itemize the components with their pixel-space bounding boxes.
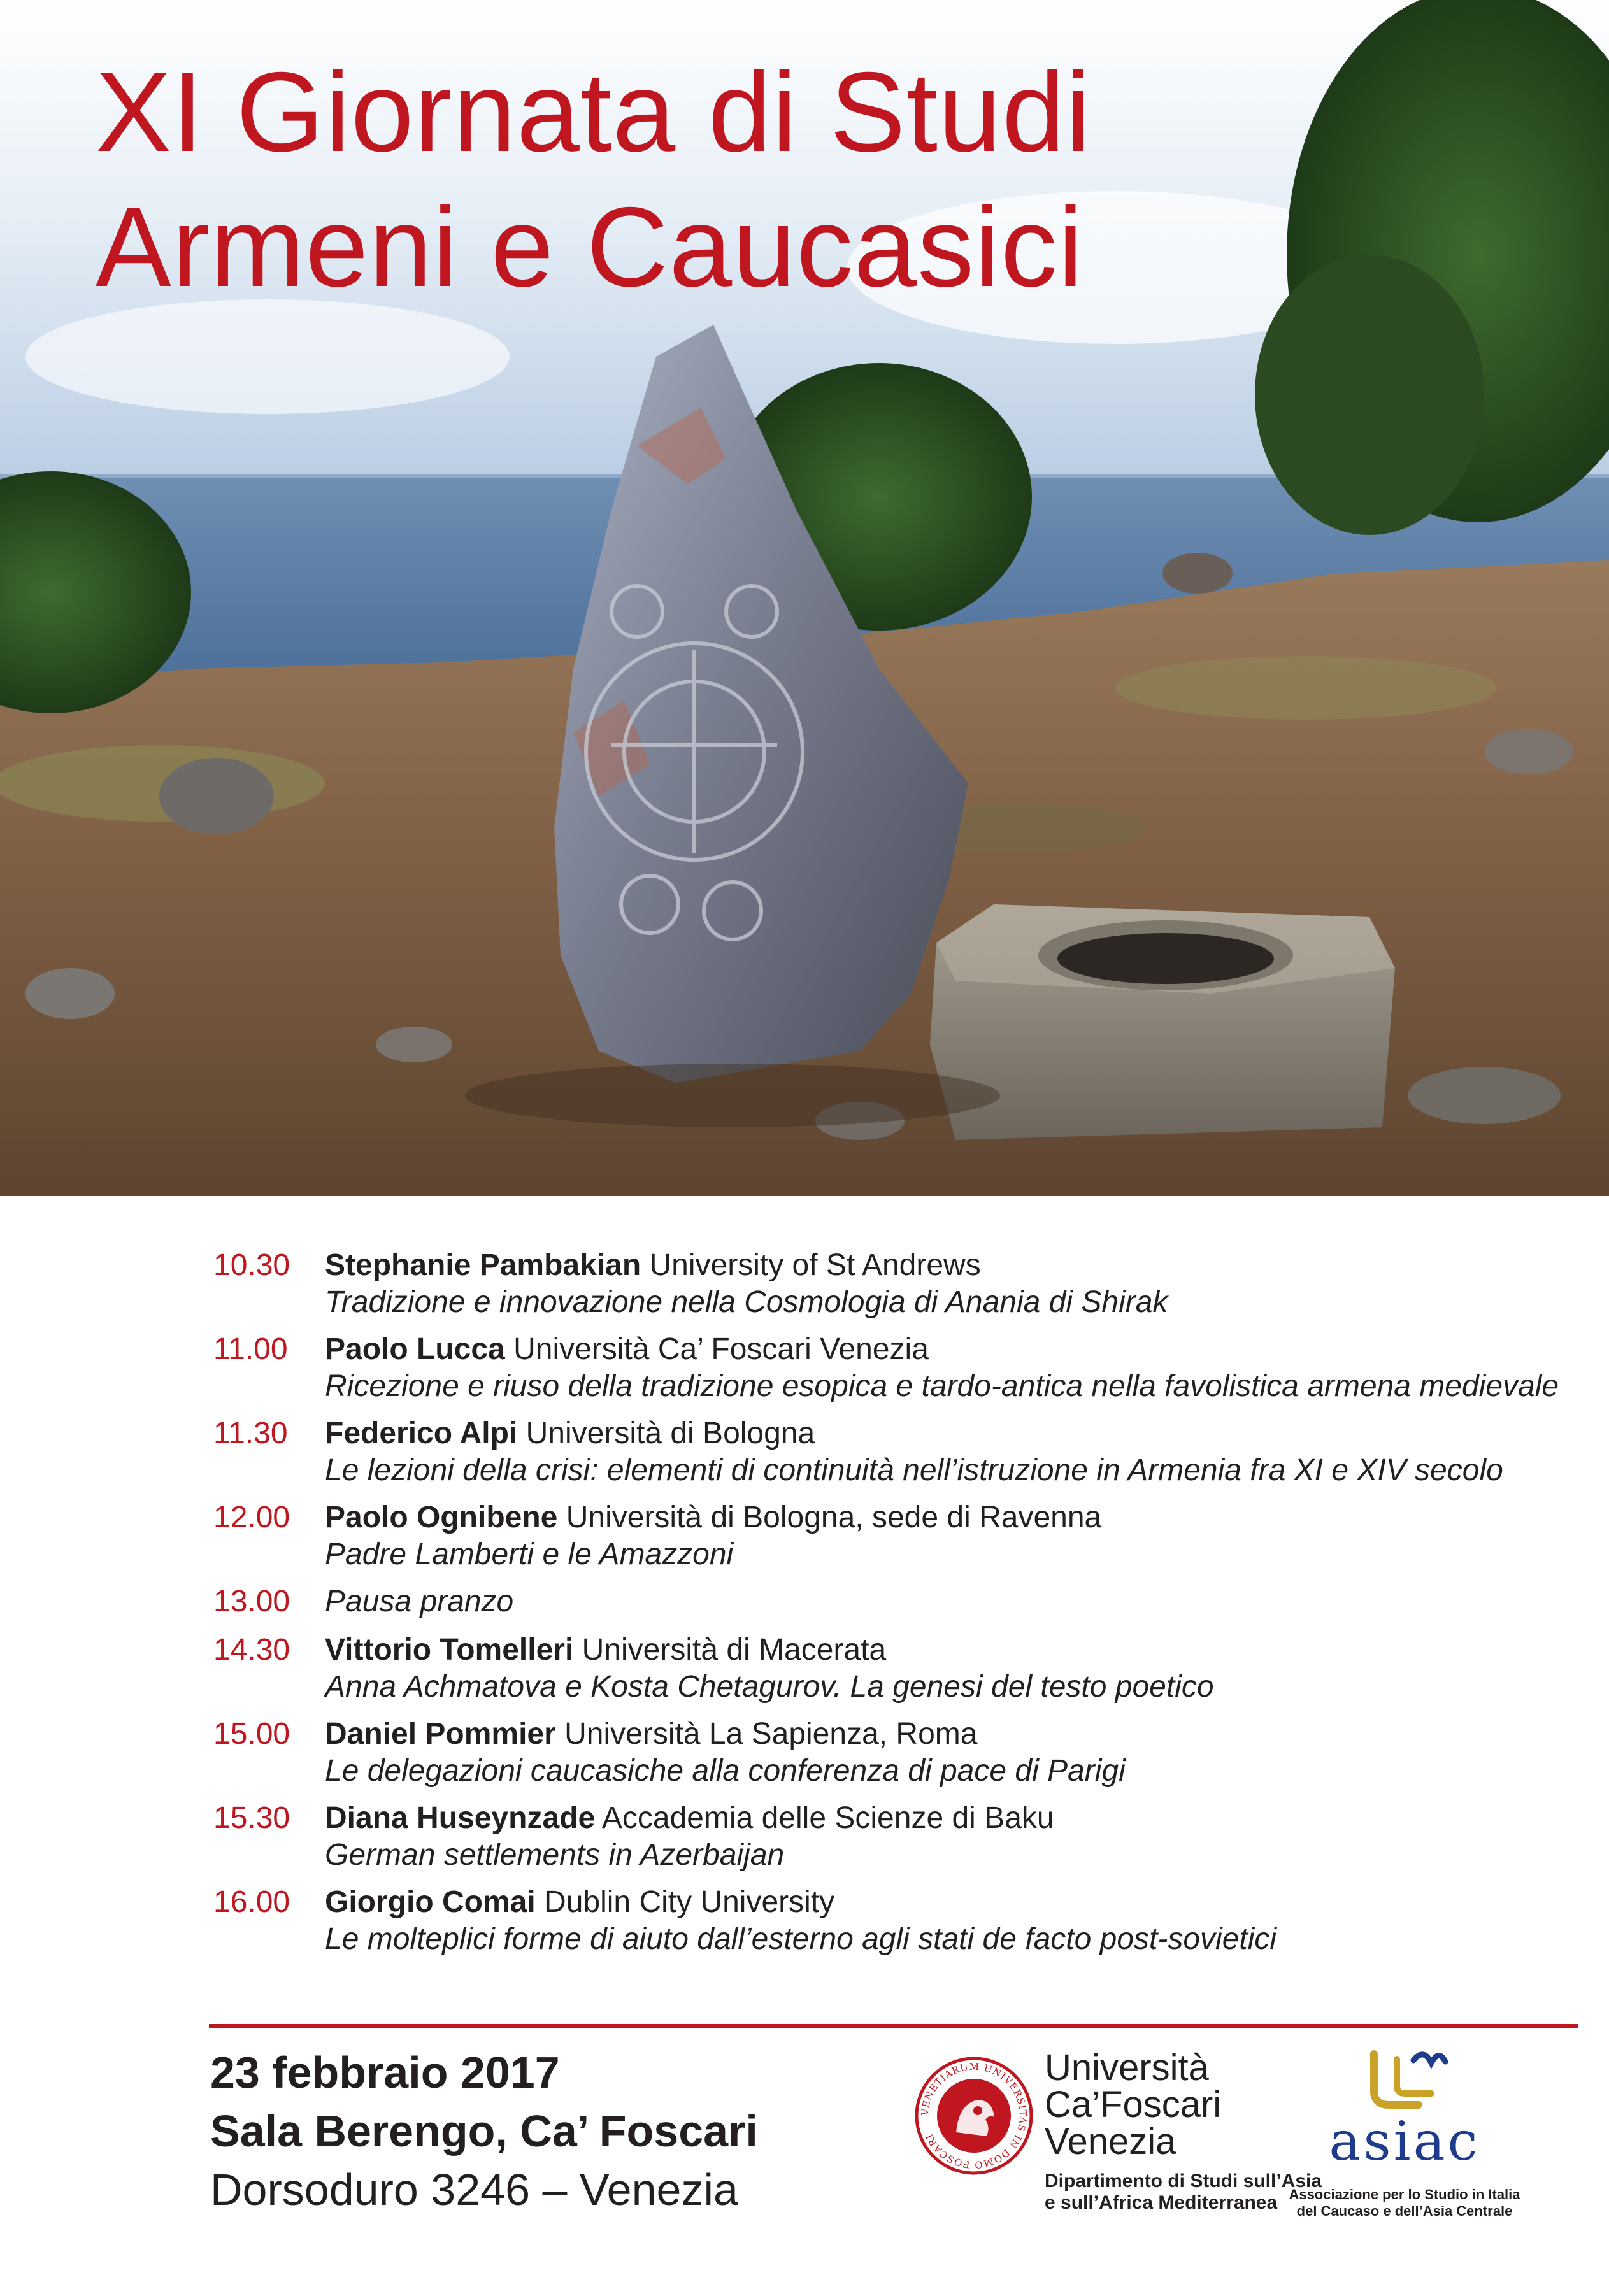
session-1500 (213, 1716, 1583, 1800)
session-1100 (213, 1331, 1583, 1415)
speaker-affiliation: University of St Andrews (649, 1248, 981, 1282)
session-time: 13.00 (213, 1585, 290, 1618)
session-time: 14.30 (213, 1633, 290, 1667)
seal-text: VENETIARUM UNIVERSITAS IN DOMO FOSCARI (919, 2060, 1029, 2171)
talk-title: Le lezioni della crisi: elementi di continuità nell’istruzione in Armenia fra XI e XIV secolo (325, 1453, 1503, 1487)
session-1130 (213, 1415, 1583, 1499)
speaker-name: Federico Alpi (325, 1416, 518, 1450)
asiac-emblem-icon (1360, 2041, 1449, 2114)
speaker-affiliation: Dublin City University (544, 1885, 835, 1919)
unive-name-line: Università (1045, 2047, 1209, 2088)
speaker-name: Stephanie Pambakian (325, 1248, 641, 1282)
programme-list (213, 1247, 1583, 1968)
session-1200 (213, 1499, 1583, 1583)
session-time: 11.00 (213, 1332, 288, 1366)
dept-line: Dipartimento di Studi sull’Asia (1045, 2171, 1322, 2192)
talk-title: Tradizione e innovazione nella Cosmologia di Anania di Shirak (325, 1285, 1168, 1319)
talk-title: Anna Achmatova e Kosta Chetagurov. La genesi del testo poetico (325, 1670, 1214, 1704)
title-line-2: Armeni e Caucasici (96, 183, 1084, 310)
speaker-name: Giorgio Comai (325, 1885, 536, 1919)
speaker-affiliation: Università di Macerata (582, 1633, 887, 1667)
speaker-affiliation: Università di Bologna, sede di Ravenna (566, 1501, 1102, 1534)
talk-title: Padre Lamberti e le Amazzoni (325, 1537, 734, 1571)
session-1030 (213, 1247, 1583, 1331)
footer-divider (209, 2024, 1578, 2028)
speaker-name: Daniel Pommier (325, 1717, 556, 1751)
asiac-sub-line: Associazione per lo Studio in Italia (1289, 2186, 1520, 2202)
unive-name (1045, 2047, 1222, 2162)
break-label: Pausa pranzo (325, 1585, 514, 1618)
session-1430 (213, 1632, 1583, 1716)
title-line-1: XI Giornata di Studi (96, 48, 1092, 175)
asiac-logo (1271, 2041, 1538, 2245)
speaker-name: Vittorio Tomelleri (325, 1633, 574, 1667)
speaker-affiliation: Accademia delle Scienze di Baku (601, 1801, 1054, 1835)
event-address: Dorsoduro 3246 – Venezia (210, 2165, 738, 2214)
speaker-affiliation: Università di Bologna (526, 1416, 815, 1450)
speaker-affiliation: Università Ca’ Foscari Venezia (513, 1332, 929, 1366)
session-time: 10.30 (213, 1248, 290, 1282)
session-time: 12.00 (213, 1501, 290, 1534)
session-1530 (213, 1800, 1583, 1884)
asiac-wordmark: asiac (1329, 2110, 1480, 2172)
session-1600 (213, 1884, 1583, 1968)
talk-title: Le delegazioni caucasiche alla conferenza di pace di Parigi (325, 1754, 1126, 1788)
event-venue: Sala Berengo, Ca’ Foscari (210, 2106, 758, 2156)
unive-logo (914, 2043, 1322, 2234)
session-1300 (213, 1583, 1583, 1632)
asiac-sub-line: del Caucaso e dell’Asia Centrale (1296, 2203, 1513, 2219)
poster-title (96, 45, 1092, 315)
speaker-name: Paolo Lucca (325, 1332, 505, 1366)
unive-name-line: Venezia (1045, 2121, 1176, 2162)
unive-name-line: Ca’Foscari (1045, 2084, 1222, 2125)
session-time: 16.00 (213, 1885, 290, 1919)
talk-title: German settlements in Azerbaijan (325, 1838, 785, 1872)
session-time: 15.00 (213, 1717, 290, 1751)
session-time: 11.30 (213, 1416, 288, 1450)
unive-seal-icon (914, 2056, 1034, 2176)
event-info (210, 2043, 758, 2219)
talk-title: Le molteplici forme di aiuto dall’esterno agli stati de facto post-sovietici (325, 1922, 1277, 1956)
speaker-name: Diana Huseynzade (325, 1801, 596, 1835)
speaker-affiliation: Università La Sapienza, Roma (564, 1717, 978, 1751)
talk-title: Ricezione e riuso della tradizione esopica e tardo-antica nella favolistica armena medievale (325, 1369, 1559, 1403)
dept-line: e sull’Africa Mediterranea (1045, 2192, 1278, 2213)
asiac-subtitle (1271, 2186, 1538, 2220)
event-date: 23 febbraio 2017 (210, 2048, 560, 2097)
session-time: 15.30 (213, 1801, 290, 1835)
speaker-name: Paolo Ognibene (325, 1501, 558, 1534)
